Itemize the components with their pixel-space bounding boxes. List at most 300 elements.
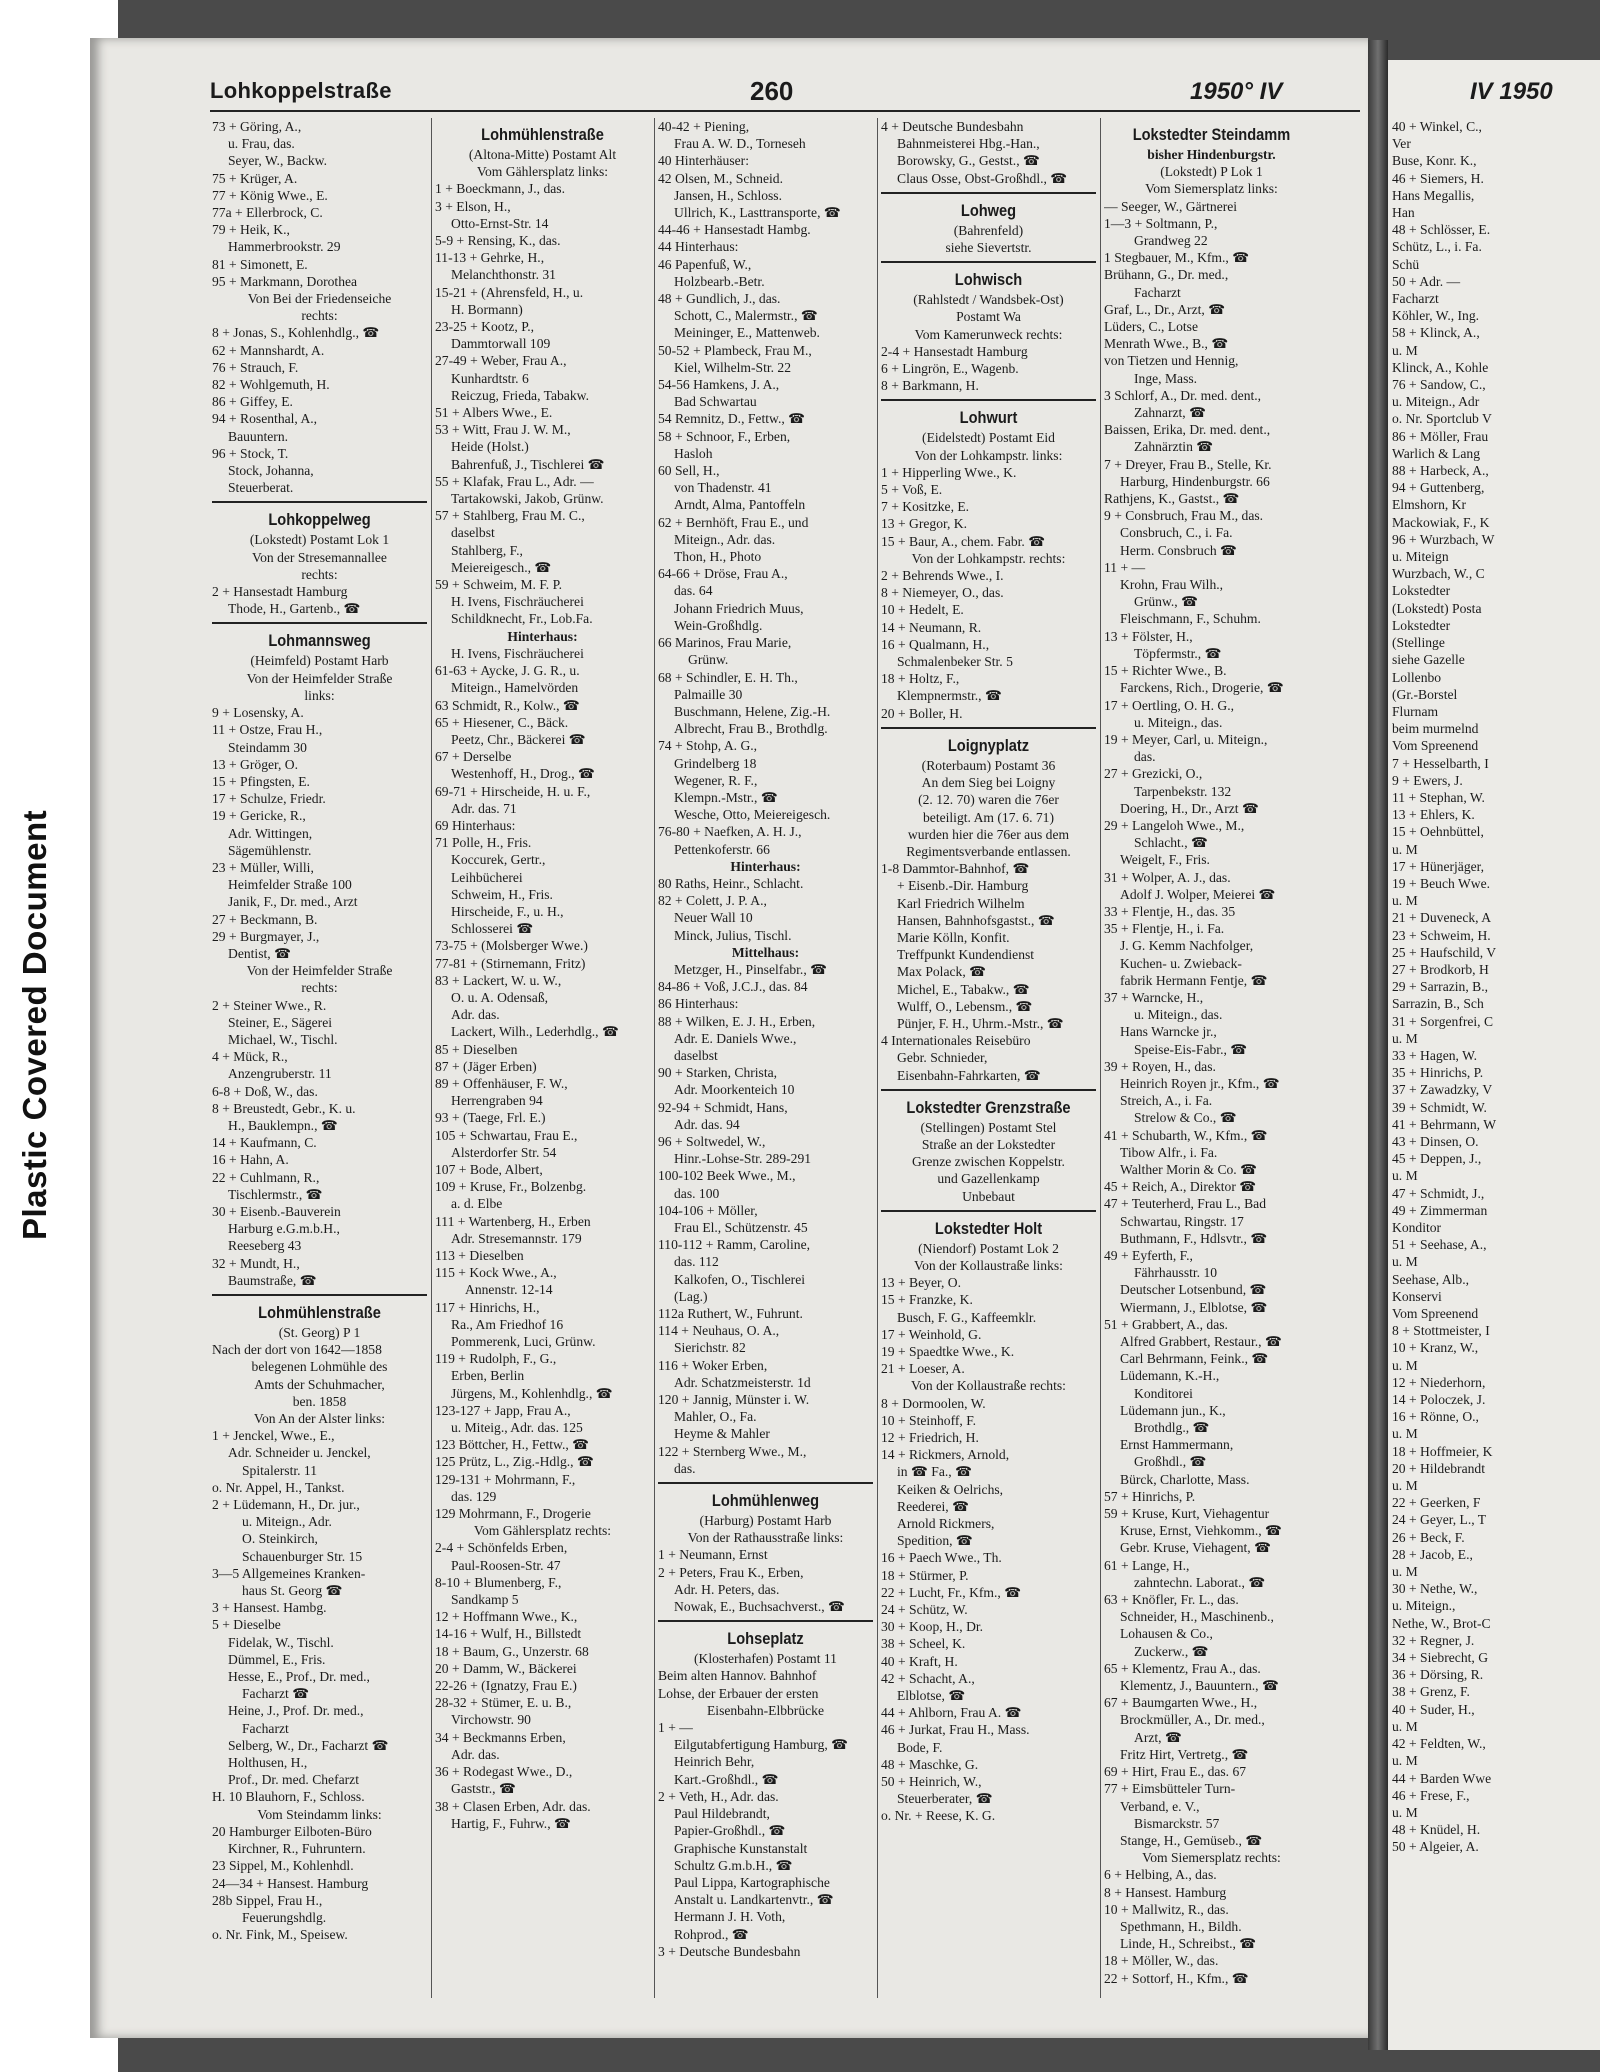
directory-entry: 57 + Hinrichs, P. [1104,1488,1196,1504]
facing-entry: 20 + Hildebrandt [1392,1460,1485,1476]
directory-entry: Bürck, Charlotte, Mass. [1120,1471,1250,1487]
column-divider [431,118,432,1998]
directory-entry: Klempnermstr., ☎ [897,688,1002,704]
directory-entry: 48 + Gundlich, J., das. [658,291,781,307]
directory-entry: Elblotse, ☎ [897,1688,966,1704]
directory-entry: Anzengruberstr. 11 [228,1066,332,1082]
directory-entry: Bad Schwartau [674,394,757,410]
directory-entry: Buschmann, Helene, Zig.-H. [674,703,831,719]
directory-entry: 8 + Jonas, S., Kohlenhdlg., ☎ [212,325,380,341]
directory-entry: das. [1134,749,1156,765]
directory-entry: 51 + Grabbert, A., das. [1104,1316,1228,1332]
directory-entry: 77 + König Wwe., E. [212,187,328,203]
directory-entry: Wulff, O., Lebensm., ☎ [897,998,1033,1014]
directory-entry: 89 + Offenhäuser, F. W., [435,1075,568,1091]
directory-entry: Regimentsverbande entlassen. [906,843,1071,859]
directory-entry: (Bahrenfeld) [953,222,1024,238]
directory-entry: 10 + Steinhoff, F. [881,1412,977,1428]
directory-entry: Steindamm 30 [228,739,307,755]
directory-entry: 71 Polle, H., Fris. [435,835,532,851]
directory-entry: Spitalerstr. 11 [242,1462,318,1478]
facing-entry: 35 + Hinrichs, P. [1392,1065,1484,1081]
directory-entry: Ra., Am Friedhof 16 [451,1316,564,1332]
directory-entry: 1 + Jenckel, Wwe., E., [212,1428,335,1444]
directory-entry: Vom Gählersplatz links: [476,164,609,180]
directory-entry: (2. 12. 70) waren die 76er [918,792,1059,808]
directory-entry: Lüdemann jun., K., [1120,1402,1226,1418]
directory-entry: 15 + Pfingsten, E. [212,773,310,789]
facing-entry: 25 + Haufschild, V [1392,944,1497,960]
directory-entry: 114 + Neuhaus, O. A., [658,1323,780,1339]
section-rule [658,1482,873,1484]
section-rule [658,1620,873,1622]
facing-entry: Warlich & Lang [1392,445,1480,461]
section-rule [881,1210,1096,1212]
facing-entry: Wurzbach, W., C [1392,566,1485,582]
directory-entry: 14 + Rickmers, Arnold, [881,1447,1010,1463]
directory-entry: Thon, H., Photo [674,549,762,565]
directory-entry: Tibow Alfr., i. Fa. [1120,1144,1218,1160]
directory-entry: Hermann J. H. Voth, [674,1909,786,1925]
directory-entry: 4 Internationales Reisebüro [881,1033,1031,1049]
directory-entry: 14 + Neumann, R. [881,619,982,635]
directory-entry: 12 + Friedrich, H. [881,1430,979,1445]
facing-entry: (Stellinge [1392,635,1445,651]
directory-entry: 23-25 + Kootz, P., [435,319,535,335]
directory-entry: das. 100 [674,1185,720,1201]
directory-entry: Palmaille 30 [674,686,743,702]
directory-entry: Eisenbahn-Fahrkarten, ☎ [897,1067,1041,1083]
directory-entry: 13 + Gregor, K. [881,516,968,532]
facing-entry: Schütz, L., i. Fa. [1392,239,1482,255]
directory-entry: 76-80 + Naefken, A. H. J., [658,824,802,840]
directory-entry: a. d. Elbe [451,1196,503,1212]
directory-entry: 5 + Dieselbe [212,1617,281,1633]
facing-entry: Klinck, A., Kohle [1392,359,1489,375]
directory-entry: 63 Schmidt, R., Kolw., ☎ [435,697,580,713]
directory-entry: 50-52 + Plambeck, Frau M., [658,342,812,358]
directory-entry: H. Ivens, Fischräucherei [451,645,584,661]
facing-entry: 50 + Adr. — [1392,273,1461,289]
directory-entry: 57 + Stahlberg, Frau M. C., [435,508,585,524]
facing-entry: 11 + Stephan, W. [1392,789,1485,805]
facing-entry: 41 + Behrmann, W [1392,1116,1497,1132]
directory-entry: Farckens, Rich., Drogerie, ☎ [1120,680,1284,696]
directory-entry: 3—5 Allgemeines Kranken- [212,1565,366,1581]
facing-entry: beim murmelnd [1392,721,1479,737]
directory-entry: O. u. A. Odensaß, [451,989,549,1005]
directory-entry: 94 + Rosenthal, A., [212,411,318,427]
facing-entry: 30 + Nethe, W., [1392,1581,1478,1597]
facing-entry: 44 + Barden Wwe [1392,1770,1492,1786]
directory-entry: 17 + Weinhold, G. [881,1326,982,1342]
directory-entry: 1 + Boeckmann, J., das. [435,181,565,197]
directory-entry: Von der Kollaustraße rechts: [911,1378,1066,1394]
directory-entry: 4 + Mück, R., [212,1049,288,1065]
directory-entry: 16 + Paech Wwe., Th. [881,1550,1002,1566]
directory-entry: Max Polack, ☎ [897,964,987,980]
facing-entry: siehe Gazelle [1392,652,1465,668]
directory-entry: 74 + Stohp, A. G., [658,738,758,754]
directory-entry: Tartakowski, Jakob, Grünw. [451,491,604,507]
directory-entry: rechts: [301,566,338,582]
directory-entry: 19 + Meyer, Carl, u. Miteign., [1104,731,1268,747]
directory-entry: Karl Friedrich Wilhelm [897,895,1025,911]
directory-entry: 83 + Lackert, W. u. W., [435,972,562,988]
directory-entry: 77 + Eimsbütteler Turn- [1104,1781,1236,1797]
directory-entry: Schott, C., Malermstr., ☎ [674,308,818,324]
section-rule [881,192,1096,194]
directory-entry: (Lag.) [674,1288,708,1304]
directory-entry: siehe Sievertstr. [945,240,1032,256]
header-rule [210,110,1360,112]
directory-entry: 69 + Hirt, Frau E., das. 67 [1104,1764,1247,1780]
street-heading: Lohmühlenstraße [481,125,604,144]
directory-entry: (Rahlstedt / Wandsbek-Ost) [913,292,1064,308]
directory-entry: H. Bormann) [451,301,523,317]
facing-entry: 18 + Hoffmeier, K [1392,1443,1493,1459]
directory-entry: Schweim, H., Fris. [451,886,553,902]
directory-entry: Hasloh [674,445,713,461]
directory-entry: Brühann, G., Dr. med., [1104,267,1229,283]
facing-entry: 23 + Schweim, H. [1392,927,1491,943]
facing-entry: 38 + Grenz, F. [1392,1684,1470,1700]
directory-entry: Klempn.-Mstr., ☎ [674,789,778,805]
facing-entry: u. M [1392,1478,1418,1494]
directory-entry: H. Ivens, Fischräucherei [451,594,584,610]
directory-entry: Frau A. W. D., Torneseh [674,136,806,152]
street-heading: Lohmühlenstraße [258,1303,381,1322]
directory-entry: 7 + Kositzke, E. [881,499,970,515]
facing-entry: Konditor [1392,1220,1442,1235]
facing-entry: 51 + Seehase, A., [1392,1237,1487,1253]
section-rule [212,501,427,503]
directory-entry: wurden hier die 76er aus dem [907,826,1070,842]
facing-entry: 45 + Deppen, J., [1392,1151,1482,1167]
directory-entry: Großhdl., ☎ [1134,1454,1207,1470]
directory-entry: Rathjens, K., Gastst., ☎ [1104,491,1240,507]
directory-entry: 30 + Eisenb.-Bauverein [212,1203,341,1219]
side-label: Plastic Covered Document [16,809,53,1240]
directory-entry: 17 + Schulze, Friedr. [212,791,326,807]
directory-entry: 23 + Müller, Willi, [212,859,314,875]
directory-entry: Thode, H., Gartenb., ☎ [228,601,361,617]
directory-entry: Baumstraße, ☎ [228,1272,317,1288]
street-heading: Lohkoppelweg [268,510,371,530]
directory-entry: Eisenbahn-Elbbrücke [706,1702,824,1718]
directory-entry: Inge, Mass. [1134,370,1198,386]
directory-entry: Vom Gählersplatz rechts: [473,1523,612,1539]
directory-entry: Kunhardtstr. 6 [451,370,529,386]
directory-entry: 96 + Soltwedel, W., [658,1133,766,1149]
facing-entry: 16 + Rönne, O., [1392,1409,1479,1425]
directory-entry: Adr. H. Peters, das. [674,1581,780,1597]
directory-entry: Schneider, H., Maschinenb., [1120,1609,1274,1625]
directory-entry: 117 + Hinrichs, H., [435,1299,540,1315]
directory-entry: (Heimfeld) Postamt Harb [250,653,389,669]
directory-entry: Paul Hildebrandt, [674,1806,770,1822]
directory-entry: 8 + Dormoolen, W. [881,1395,986,1411]
directory-entry: Hirscheide, F., u. H., [451,903,564,919]
directory-entry: o. Nr. Fink, M., Speisew. [212,1927,348,1943]
facing-entry: 24 + Geyer, L., T [1392,1512,1487,1528]
directory-entry: 2 + Hansestadt Hamburg [212,584,348,600]
directory-entry: Gebr. Kruse, Viehagent, ☎ [1120,1540,1272,1556]
facing-entry: Mackowiak, F., K [1392,514,1490,530]
facing-entry: 21 + Duveneck, A [1392,910,1492,926]
directory-entry: 9 + Losensky, A. [212,705,304,721]
directory-entry: Von der Rathausstraße links: [687,1530,844,1546]
directory-entry: 3 + Elson, H., [435,198,511,214]
directory-entry: Beim alten Hannov. Bahnhof [658,1668,817,1684]
directory-entry: Pünjer, F. H., Uhrm.-Mstr., ☎ [897,1015,1064,1031]
directory-entry: 15 + Baur, A., chem. Fabr. ☎ [881,533,1046,549]
directory-entry: Von der Lohkampstr. links: [914,447,1063,463]
directory-entry: Gebr. Schnieder, [897,1050,988,1066]
directory-entry: 11-13 + Gehrke, H., [435,250,545,266]
facing-entry: 37 + Zawadzky, V [1392,1082,1493,1098]
directory-entry: 35 + Flentje, H., i. Fa. [1104,921,1225,937]
directory-entry: 40-42 + Piening, [658,119,750,134]
facing-entry: 19 + Beuch Wwe. [1392,875,1491,891]
directory-entry: Lohse, der Erbauer der ersten [658,1685,819,1701]
directory-entry: 10 + Hedelt, E. [881,602,964,618]
facing-entry: Sarrazin, B., Sch [1392,996,1484,1012]
facing-entry: 47 + Schmidt, J., [1392,1185,1485,1201]
directory-entry: Von der Heimfelder Straße [246,963,393,979]
directory-entry: 2 + Behrends Wwe., I. [881,568,1004,584]
directory-entry: Arnold Rickmers, [897,1516,995,1532]
directory-entry: 17 + Oertling, O. H. G., [1104,697,1234,713]
directory-entry: Speise-Eis-Fabr., ☎ [1134,1041,1248,1057]
directory-entry: Weigelt, F., Fris. [1120,852,1210,868]
directory-entry: 16 + Hahn, A. [212,1152,289,1168]
directory-entry: 30 + Koop, H., Dr. [881,1619,984,1635]
directory-entry: Vom Kamerunweck rechts: [914,326,1063,342]
directory-entry: Vom Siemersplatz links: [1145,181,1278,197]
facing-entry: Konservi [1392,1288,1442,1304]
directory-entry: Koccurek, Gertr., [451,852,546,868]
directory-entry: Lohausen & Co., [1120,1626,1213,1642]
directory-entry: Miteign., Hamelvörden [451,680,579,696]
facing-entry: o. Nr. Sportclub V [1392,411,1492,427]
directory-entry: Dümmel, E., Fris. [228,1651,326,1667]
facing-entry: Nethe, W., Brot-C [1392,1615,1491,1631]
directory-entry: Heinrich Behr, [674,1754,755,1770]
directory-entry: 12 + Hoffmann Wwe., K., [435,1609,578,1625]
directory-entry: Heimfelder Straße 100 [228,877,352,893]
directory-entry: 84-86 + Voß, J.C.J., das. 84 [658,979,808,995]
directory-entry: Harburg e.G.m.b.H., [228,1221,340,1237]
facing-entry: Buse, Konr. K., [1392,153,1477,169]
facing-entry: 27 + Brodkorb, H [1392,961,1489,977]
section-rule [881,261,1096,263]
facing-entry: 22 + Geerken, F [1392,1495,1481,1511]
directory-entry: 100-102 Beek Wwe., M., [658,1168,796,1184]
directory-entry: Miteign., Adr. das. [674,531,776,547]
section-rule [881,727,1096,729]
directory-entry: Westenhoff, H., Drog., ☎ [451,766,595,782]
directory-entry: Adr. Stresemannstr. 179 [451,1230,582,1246]
directory-entry: beteiligt. Am (17. 6. 71) [922,809,1054,825]
directory-entry: Reederei, ☎ [897,1498,970,1514]
directory-entry: Adr. das. [451,1746,500,1762]
directory-entry: 40 Hinterhäuser: [658,153,749,169]
facing-entry: 40 + Suder, H., [1392,1701,1475,1717]
directory-entry: 44-46 + Hansestadt Hambg. [658,222,811,238]
street-heading: Lohseplatz [727,1629,804,1649]
street-heading: Loignyplatz [947,735,1030,755]
directory-entry: 1 Stegbauer, M., Kfm., ☎ [1104,250,1250,266]
directory-entry: Wein-Großhdlg. [674,617,763,633]
directory-entry: 59 + Kruse, Kurt, Viehagentur [1104,1506,1270,1522]
directory-entry: 29 + Burgmayer, J., [212,928,320,944]
directory-entry: 129-131 + Mohrmann, F., [435,1471,576,1487]
directory-entry: das. 112 [674,1254,719,1270]
facing-entry: 46 + Frese, F., [1392,1787,1470,1803]
directory-entry: u. Miteign., Adr. [242,1514,332,1530]
directory-entry: Fährhausstr. 10 [1134,1265,1218,1281]
directory-entry: Spethmann, H., Bildh. [1120,1918,1242,1934]
directory-entry: Adr. E. Daniels Wwe., [674,1030,797,1046]
directory-entry: 8-10 + Blumenberg, F., [435,1574,562,1590]
facing-entry: u. M [1392,1564,1418,1580]
directory-entry: Steiner, E., Sägerei [228,1014,333,1030]
directory-entry: Postamt Wa [956,309,1021,325]
directory-entry: Reiczug, Frieda, Tabakw. [451,387,589,403]
directory-entry: 41 + Schubarth, W., Kfm., ☎ [1104,1127,1268,1143]
directory-entry: belegenen Lohmühle des [251,1359,388,1375]
facing-entry: Flurnam [1392,703,1439,719]
directory-entry: 21 + Loeser, A. [881,1361,965,1377]
directory-entry: Gaststr., ☎ [451,1781,516,1797]
street-heading: Lokstedter Grenzstraße [906,1097,1071,1117]
directory-entry: 63 + Knöfler, Fr. L., das. [1104,1592,1239,1608]
facing-entry: 76 + Sandow, C., [1392,377,1486,393]
directory-entry: Klementz, J., Bauuntern., ☎ [1120,1678,1279,1694]
directory-entry: (Klosterhafen) Postamt 11 [694,1651,837,1667]
facing-entry: Hans Megallis, [1392,187,1475,203]
directory-entry: Arzt, ☎ [1134,1729,1182,1745]
directory-entry: 44 + Ahlborn, Frau A. ☎ [881,1705,1022,1721]
directory-entry: daselbst [674,1047,718,1063]
directory-entry: Wesche, Otto, Meiereigesch. [674,807,831,823]
directory-entry: 20 Hamburger Eilboten-Büro [212,1823,372,1839]
directory-entry: 1 + — [658,1720,693,1736]
facing-entry: Seehase, Alb., [1392,1271,1470,1287]
facing-entry: 94 + Guttenberg, [1392,480,1485,496]
directory-entry: Von der Stresemannallee [252,549,387,565]
directory-entry: Neuer Wall 10 [674,910,753,926]
directory-entry: Nowak, E., Buchsachverst., ☎ [674,1599,845,1615]
directory-entry: Lackert, Wilh., Lederhdlg., ☎ [451,1024,619,1040]
directory-entry: ben. 1858 [292,1393,347,1409]
directory-entry: Walther Morin & Co. ☎ [1120,1161,1258,1177]
directory-entry: 22-26 + (Ignatzy, Frau E.) [435,1678,577,1694]
directory-entry: Sierichstr. 82 [674,1340,746,1356]
directory-entry: 67 + Baumgarten Wwe., H., [1104,1695,1258,1711]
directory-entry: 40 + Kraft, H. [881,1653,958,1669]
facing-entry: 32 + Regner, J. [1392,1632,1475,1648]
directory-entry: Claus Osse, Obst-Großhdl., ☎ [897,170,1068,186]
directory-entry: H. 10 Blauhorn, F., Schloss. [212,1789,365,1805]
directory-entry: Bahrenfuß, J., Tischlerei ☎ [451,456,605,472]
directory-entry: das. 129 [451,1488,497,1504]
facing-entry: 17 + Hünerjäger, [1392,858,1485,874]
directory-entry: u. Frau, das. [228,136,295,152]
directory-entry: (Roterbaum) Postamt 36 [921,757,1056,773]
facing-entry: Ver [1392,136,1411,152]
directory-entry: 14-16 + Wulf, H., Billstedt [435,1626,582,1642]
directory-entry: zahntechn. Laborat., ☎ [1134,1574,1266,1590]
directory-entry: 5-9 + Rensing, K., das. [435,233,561,249]
facing-entry: (Gr.-Borstel [1392,686,1458,702]
facing-entry: 96 + Wurzbach, W [1392,531,1495,547]
directory-entry: 6-8 + Doß, W., das. [212,1083,318,1099]
directory-entry: Adolf J. Wolper, Meierei ☎ [1120,886,1276,902]
directory-entry: Hinterhaus: [507,628,578,644]
directory-entry: Baissen, Erika, Dr. med. dent., [1104,422,1271,438]
directory-entry: Schmalenbeker Str. 5 [897,654,1013,670]
directory-entry: Von Bei der Friedenseiche [247,291,392,307]
directory-entry: Steuerberat. [228,480,294,496]
directory-entry: Prof., Dr. med. Chefarzt [228,1772,359,1788]
directory-entry: 61 + Lange, H., [1104,1557,1190,1573]
directory-entry: 1 + Neumann, Ernst [658,1547,768,1563]
column-divider [654,118,655,1998]
directory-entry: 16 + Qualmann, H., [881,636,990,652]
directory-entry: Schultz G.m.b.H., ☎ [674,1857,793,1873]
directory-entry: 77-81 + (Stirnemann, Fritz) [435,955,586,971]
directory-entry: Jansen, H., Schloss. [674,187,782,203]
directory-entry: Rohprod., ☎ [674,1926,749,1942]
column-2 [435,118,650,2018]
directory-entry: u. Miteign., das. [1134,714,1223,730]
directory-entry: 66 Marinos, Frau Marie, [658,635,792,651]
directory-entry: Leihbücherei [451,869,523,885]
directory-entry: Seyer, W., Backw. [228,153,327,169]
directory-entry: 32 + Mundt, H., [212,1255,300,1271]
directory-entry: Reeseberg 43 [228,1238,302,1254]
directory-entry: Vom Siemersplatz rechts: [1142,1850,1281,1866]
directory-entry: Von der Lohkampstr. rechts: [911,550,1066,566]
facing-entry: 43 + Dinsen, O. [1392,1133,1479,1149]
facing-entry: 29 + Sarrazin, B., [1392,979,1489,995]
facing-entry: Han [1392,205,1415,221]
directory-entry: — Seeger, W., Gärtnerei [1104,198,1238,214]
facing-entry: 49 + Zimmerman [1392,1202,1488,1218]
directory-entry: Fritz Hirt, Vertretg., ☎ [1120,1746,1249,1762]
directory-entry: 27-49 + Weber, Frau A., [435,353,567,369]
directory-entry: Zuckerw., ☎ [1134,1643,1209,1659]
facing-entry: 40 + Winkel, C., [1392,119,1482,134]
directory-entry: 42 Olsen, M., Schneid. [658,170,783,186]
directory-entry: 82 + Wohlgemuth, H. [212,377,330,393]
directory-entry: (Lokstedt) P Lok 1 [1160,164,1263,180]
directory-entry: 81 + Simonett, E. [212,256,308,272]
section-rule [212,622,427,624]
directory-entry: Treffpunkt Kundendienst [897,947,1035,963]
directory-entry: Hinterhaus: [730,858,801,874]
directory-entry: Anstalt u. Landkartenvtr., ☎ [674,1892,834,1908]
directory-entry: 33 + Flentje, H., das. 35 [1104,903,1236,919]
directory-entry: Adr. Moorkenteich 10 [674,1082,795,1098]
directory-entry: 88 + Wilken, E. J. H., Erben, [658,1013,816,1029]
directory-entry: 11 + Ostze, Frau H., [212,722,323,738]
facing-entry: 42 + Feldten, W., [1392,1736,1486,1752]
directory-entry: Hartig, F., Fuhrw., ☎ [451,1815,571,1831]
directory-entry: Stahlberg, F., [451,542,523,558]
